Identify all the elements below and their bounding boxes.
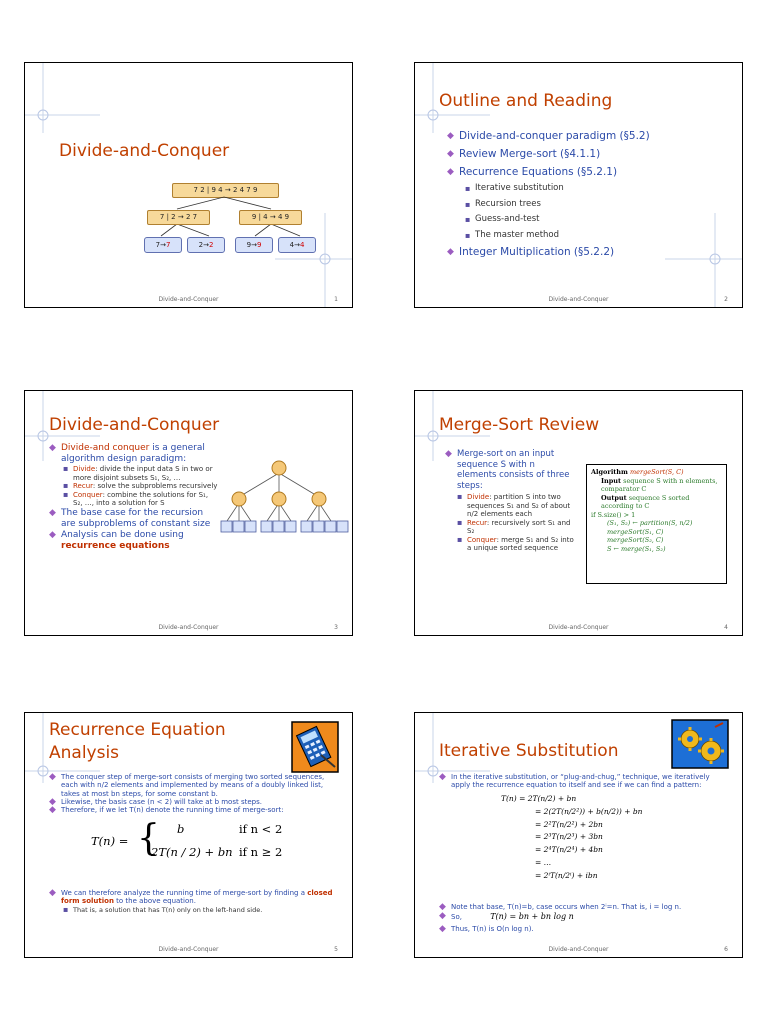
bullet: ◆ Thus, T(n) is O(n log n). — [439, 925, 731, 934]
algo-line: (S₁, S₂) ← partition(S, n/2) — [607, 519, 693, 527]
slide-footer: Divide-and-Conquer — [158, 946, 219, 953]
outline-item: ◆ Divide-and-conquer paradigm (§5.2) — [447, 127, 727, 145]
leaf-output: 7 — [165, 241, 171, 249]
bullet: ◆ The base case for the recursion are subproblems of constant size — [49, 508, 219, 530]
bullet: ◆ Note that base, T(n)=b, case occurs when 2ⁱ=n. That is, i = log n. — [439, 903, 731, 912]
bullet — [49, 530, 219, 552]
gears-clipart-icon — [671, 719, 729, 769]
equation-line: = 2³T(n/2³) + 3bn — [535, 832, 603, 842]
subitem — [457, 493, 575, 519]
arrow-icon: → — [160, 241, 166, 249]
equation-line: = 2(2T(n/2²)) + b(n/2)) + bn — [535, 806, 643, 816]
term: Recur — [467, 518, 487, 527]
bullet: ◆ The conquer step of merge-sort consists of merging two sorted sequences, each with n/2 elements and implemented by means of a doubly linked list, takes at most bn steps, for some constant b. — [49, 773, 343, 798]
equation-line: = … — [535, 857, 552, 867]
slide-3 — [24, 390, 353, 636]
substitution-equations — [501, 793, 695, 883]
outline-list — [447, 127, 727, 261]
subitem-text: : divide the input data S in two or more disjoint subsets S₁, S₂, … — [73, 465, 213, 482]
tree-left-output: 2 7 — [185, 213, 198, 221]
slide-2 — [414, 62, 743, 308]
arrow-icon: → — [294, 241, 300, 249]
algo-if: if S.size() > 1 — [591, 510, 636, 519]
slide-body — [49, 443, 219, 552]
tree-root — [172, 183, 279, 198]
algo-header — [591, 468, 722, 477]
tree-right-input: 9 | 4 — [251, 213, 268, 221]
slide-1 — [24, 62, 353, 308]
subitem — [63, 491, 219, 508]
subitem — [63, 482, 219, 491]
slide-body-lower — [439, 903, 731, 934]
tree-leaf — [144, 237, 182, 253]
slide-4 — [414, 390, 743, 636]
term: Conquer — [73, 490, 103, 499]
tree-right — [239, 210, 302, 225]
leaf-input: 7 — [155, 241, 161, 249]
bullet-text: So, — [451, 913, 462, 921]
outline-item: ◆ Recurrence Equations (§5.2.1) — [447, 163, 727, 181]
slide-body — [445, 449, 575, 553]
slide-footer: Divide-and-Conquer — [548, 946, 609, 953]
algo-body — [591, 519, 722, 553]
slide-number: 2 — [724, 296, 728, 303]
slide-footer: Divide-and-Conquer — [158, 624, 219, 631]
recursion-tree-diagram — [217, 459, 351, 535]
tree-leaf — [278, 237, 316, 253]
leaf-input: 9 — [246, 241, 252, 249]
slide-body — [439, 773, 731, 790]
slide-title: Merge-Sort Review — [439, 415, 600, 435]
tree-leaf — [235, 237, 273, 253]
subitem — [457, 536, 575, 553]
term: Conquer — [467, 535, 497, 544]
arrow-icon: → — [203, 241, 209, 249]
term: Divide — [467, 493, 490, 501]
bullet-text: Analysis can be done using — [61, 529, 184, 540]
slide-number: 6 — [724, 946, 728, 953]
leaf-input: 4 — [289, 241, 295, 249]
bullet: ◆ Merge-sort on an input sequence S with n elements consists of three steps: — [445, 449, 575, 491]
bullet — [49, 443, 219, 465]
term: Recur — [73, 482, 93, 490]
algo-line: mergeSort(S₂, C) — [607, 536, 664, 544]
subitem-text: : solve the subproblems recursively — [92, 482, 218, 490]
equation-lhs: T(n) = — [91, 834, 129, 848]
subitem-text: : combine the solutions for S₁, S₂, …, into a solution for S — [73, 490, 209, 507]
equation-line: = 2²T(n/2²) + 2bn — [535, 819, 603, 829]
algo-keyword: Input — [601, 476, 622, 485]
title-line: Analysis — [49, 743, 120, 763]
algorithm-box — [586, 464, 727, 584]
arrow-icon: → — [251, 241, 257, 249]
arrow-icon: → — [177, 213, 184, 221]
outline-subitem: ▪ Iterative substitution — [465, 181, 727, 197]
recurrence-equation — [91, 819, 311, 865]
term: Divide-and conquer — [61, 443, 150, 453]
subitem-text: : recursively sort S₁ and S₂ — [467, 518, 571, 535]
bullet-text: We can therefore analyze the running time of merge-sort by finding a — [61, 889, 306, 897]
equation-brace: { — [137, 818, 160, 859]
slide-footer: Divide-and-Conquer — [158, 296, 219, 303]
title-line: Recurrence Equation — [49, 720, 226, 740]
slide-title: Divide-and-Conquer — [49, 415, 220, 435]
bullet: ◆ Therefore, if we let T(n) denote the running time of merge-sort: — [49, 806, 343, 814]
algo-output — [591, 494, 722, 511]
subitem — [63, 465, 219, 482]
sublist — [49, 465, 219, 508]
slide-5 — [24, 712, 353, 958]
leaf-input: 2 — [198, 241, 204, 249]
equation-condition: if n < 2 — [239, 822, 283, 836]
outline-item: ◆ Integer Multiplication (§5.2.2) — [447, 243, 727, 261]
bullet: ◆ In the iterative substitution, or “plug-and-chug,” technique, we iteratively apply the recurrence equation to itself and see if we can find a pattern: — [439, 773, 731, 790]
slide-body-lower — [49, 889, 343, 914]
slide-number: 5 — [334, 946, 338, 953]
equation-line: = 2⁴T(n/2⁴) + 4bn — [535, 845, 603, 855]
tree-right-output: 4 9 — [277, 213, 290, 221]
tree-leaf — [187, 237, 225, 253]
slide-number: 4 — [724, 624, 728, 631]
term: Divide — [73, 465, 96, 473]
algo-text: sequence S sorted according to C — [601, 493, 690, 510]
term: closed form solution — [61, 889, 333, 906]
algo-keyword: Output — [601, 493, 627, 502]
subitem — [457, 519, 575, 536]
bullet — [49, 889, 343, 906]
slide-title: Iterative Substitution — [439, 741, 619, 761]
subitem-text: : merge S₁ and S₂ into a unique sorted sequence — [467, 535, 574, 552]
sublist — [445, 493, 575, 553]
arrow-icon: → — [269, 213, 276, 221]
leaf-output: 4 — [299, 241, 305, 249]
calculator-clipart-icon — [291, 721, 339, 773]
subitem-text: : partition S into two sequences S₁ and S₂ of about n/2 elements each — [467, 493, 571, 518]
outline-subitem: ▪ Guess-and-test — [465, 212, 727, 228]
algo-line: mergeSort(S₁, C) — [607, 527, 664, 536]
term: recurrence equations — [61, 540, 170, 551]
bullet-text: is a general algorithm design paradigm: — [61, 443, 205, 464]
slide-number: 1 — [334, 296, 338, 303]
algo-text: sequence S with n elements, comparator C — [601, 476, 718, 493]
slide-body — [49, 773, 343, 814]
slide-title: Outline and Reading — [439, 91, 613, 111]
equation-case: b — [177, 822, 185, 836]
slide-footer: Divide-and-Conquer — [548, 624, 609, 631]
slide-footer: Divide-and-Conquer — [548, 296, 609, 303]
equation-case: 2T(n / 2) + bn — [151, 845, 233, 859]
equation-line: = 2ⁱT(n/2ⁱ) + ibn — [535, 870, 598, 880]
bullet — [439, 912, 731, 922]
slide-number: 3 — [334, 624, 338, 631]
tree-left — [147, 210, 210, 225]
algo-input — [591, 477, 722, 494]
bullet: ◆ Likewise, the basis case (n < 2) will take at b most steps. — [49, 798, 343, 806]
tree-root-input: 7 2 | 9 4 — [193, 186, 223, 194]
slide-title: Divide-and-Conquer — [59, 141, 230, 161]
algo-name: mergeSort(S, C) — [629, 468, 684, 476]
slide-title — [49, 719, 226, 765]
subitem: ▪ That is, a solution that has T(n) only on the left-hand side. — [63, 906, 343, 914]
tree-left-input: 7 | 2 — [159, 213, 176, 221]
algo-keyword: Algorithm — [591, 468, 628, 476]
equation-line: T(n) = 2T(n/2) + bn — [501, 794, 577, 803]
tree-root-output: 2 4 7 9 — [232, 186, 258, 194]
arrow-icon: → — [224, 186, 231, 194]
leaf-output: 9 — [256, 241, 262, 249]
outline-item: ◆ Review Merge-sort (§4.1.1) — [447, 145, 727, 163]
closed-form-equation: T(n) = bn + bn log n — [490, 912, 574, 921]
slide-6 — [414, 712, 743, 958]
bullet-text: to the above equation. — [116, 897, 196, 906]
equation-condition: if n ≥ 2 — [239, 845, 283, 859]
leaf-output: 2 — [208, 241, 214, 249]
outline-subitem: ▪ The master method — [465, 228, 727, 244]
outline-subitem: ▪ Recursion trees — [465, 197, 727, 213]
algo-line: S ← merge(S₁, S₂) — [607, 544, 666, 553]
outline-sublist — [447, 181, 727, 243]
